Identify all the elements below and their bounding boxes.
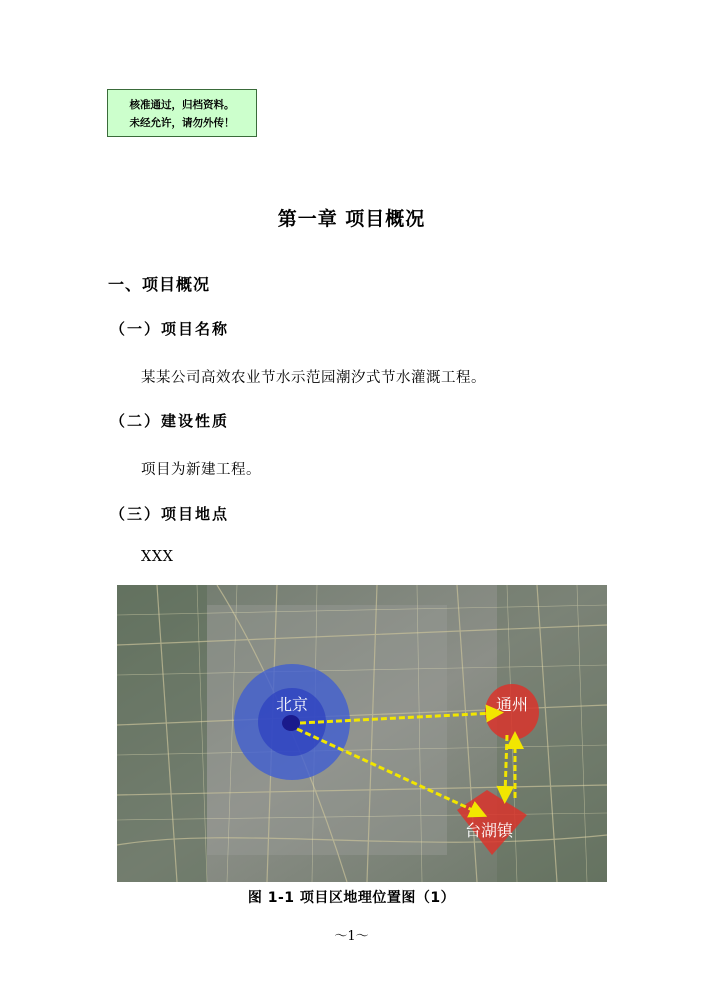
project-name-text: 某某公司高效农业节水示范园潮汐式节水灌溉工程。 — [141, 370, 486, 386]
beijing-label: 北京 — [275, 695, 309, 714]
page-number: ～1～ — [334, 929, 369, 944]
construction-nature-text: 项目为新建工程。 — [141, 462, 261, 478]
approval-stamp — [107, 89, 257, 137]
stamp-line-1: 核准通过，归档资料。 — [129, 99, 235, 111]
section-heading: 一、项目概况 — [108, 275, 211, 294]
figure-caption: 图 1-1 项目区地理位置图（1） — [247, 890, 456, 906]
subsection-heading-construction-nature: （二）建设性质 — [110, 412, 230, 430]
project-location-text: XXX — [141, 549, 174, 565]
stamp-line-2: 未经允许，请勿外传！ — [129, 117, 235, 129]
location-map — [117, 585, 607, 882]
subsection-heading-project-location: （三）项目地点 — [110, 505, 230, 523]
taihuzhen-label: 台湖镇 — [464, 821, 514, 840]
tongzhou-label: 通州 — [495, 695, 529, 714]
chapter-title: 第一章 项目概况 — [277, 208, 426, 230]
subsection-heading-project-name: （一）项目名称 — [110, 320, 230, 338]
